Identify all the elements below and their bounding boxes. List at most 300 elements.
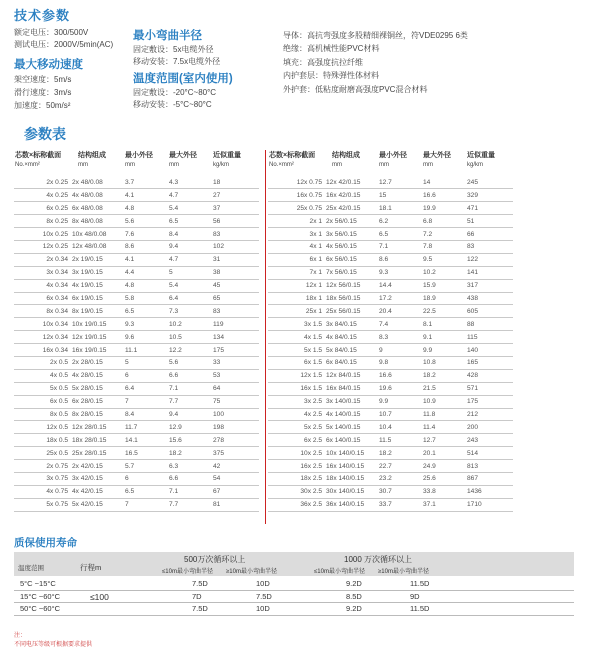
cores-cell: 12x 0.34 — [14, 331, 72, 344]
tech-params-title: 技术参数 — [14, 8, 71, 23]
table-row — [268, 421, 513, 434]
weight-cell: 134 — [212, 331, 259, 344]
cores-cell: 4x 0.5 — [14, 369, 72, 382]
cores-cell: 2x 1 — [268, 215, 326, 228]
max-od-cell: 37.1 — [422, 498, 466, 511]
temp-range-title: 温度范围(室内使用) — [133, 73, 233, 85]
cores-cell: 12x 0.75 — [268, 176, 326, 189]
max-od-cell: 9.4 — [168, 408, 212, 421]
cores-cell: 4x 2.5 — [268, 408, 326, 421]
cores-cell: 10x 0.34 — [14, 318, 72, 331]
max-od-cell: 7.7 — [168, 395, 212, 408]
weight-cell: 813 — [466, 460, 513, 473]
weight-cell: 438 — [466, 292, 513, 305]
life-value-cell: 8.5D — [346, 591, 362, 601]
structure-cell: 16x 140/0.15 — [326, 460, 378, 473]
structure-cell: 6x 28/0.15 — [72, 395, 124, 408]
cores-cell: 25x 0.5 — [14, 447, 72, 460]
frame-speed: 架空速度：5m/s — [14, 75, 72, 84]
max-od-cell: 12.9 — [168, 421, 212, 434]
cores-cell: 16x 1.5 — [268, 382, 326, 395]
weight-cell: 122 — [466, 253, 513, 266]
max-od-cell: 10.8 — [422, 356, 466, 369]
table-row — [14, 202, 259, 215]
max-od-cell: 18.9 — [422, 292, 466, 305]
weight-cell: 27 — [212, 189, 259, 202]
min-od-cell: 9.8 — [378, 356, 422, 369]
max-od-cell: 5.4 — [168, 279, 212, 292]
min-od-cell: 10.7 — [378, 408, 422, 421]
max-od-cell: 6.4 — [168, 292, 212, 305]
min-od-cell: 18.1 — [378, 202, 422, 215]
slide-speed: 滑行速度：3m/s — [14, 88, 72, 97]
structure-cell: 6x 48/0.08 — [72, 202, 124, 215]
filler-spec: 填充：高强度抗拉纤维 — [283, 58, 363, 67]
min-od-cell: 7.1 — [378, 240, 422, 253]
test-voltage: 测试电压：2000V/5min(AC) — [14, 40, 114, 49]
min-od-cell: 6.5 — [124, 485, 168, 498]
weight-cell: 45 — [212, 279, 259, 292]
cores-cell: 6x 2.5 — [268, 434, 326, 447]
table-row — [268, 395, 513, 408]
table-row — [268, 292, 513, 305]
min-od-cell: 19.6 — [378, 382, 422, 395]
table-row — [14, 228, 259, 241]
structure-cell: 4x 56/0.15 — [326, 240, 378, 253]
max-od-cell: 18.2 — [422, 369, 466, 382]
min-od-cell: 6 — [124, 369, 168, 382]
cores-cell: 4x 0.75 — [14, 485, 72, 498]
structure-cell: 12x 42/0.15 — [326, 176, 378, 189]
structure-cell: 2x 19/0.15 — [72, 253, 124, 266]
sub-min-radius-1: ≤10m最小弯曲半径 — [162, 569, 213, 575]
cores-cell: 8x 0.5 — [14, 408, 72, 421]
table-row — [14, 279, 259, 292]
min-od-cell: 18.2 — [378, 447, 422, 460]
weight-cell: 212 — [466, 408, 513, 421]
min-od-cell: 11.5 — [378, 434, 422, 447]
max-od-cell: 10.9 — [422, 395, 466, 408]
max-od-cell: 10.5 — [168, 331, 212, 344]
structure-cell: 10x 19/0.15 — [72, 318, 124, 331]
structure-cell: 4x 48/0.08 — [72, 189, 124, 202]
min-od-cell: 7.6 — [124, 228, 168, 241]
structure-cell: 16x 19/0.15 — [72, 344, 124, 357]
weight-cell: 428 — [466, 369, 513, 382]
weight-cell: 514 — [466, 447, 513, 460]
life-value-cell: 11.5D — [410, 579, 430, 588]
col-weight: 近似重量 kg/km — [213, 152, 241, 168]
min-od-cell: 11.1 — [124, 344, 168, 357]
structure-cell: 4x 140/0.15 — [326, 408, 378, 421]
min-od-cell: 3.7 — [124, 176, 168, 189]
structure-cell: 3x 56/0.15 — [326, 228, 378, 241]
outer-sheath-spec: 外护套：低粘度耐磨高强度PVC混合材料 — [283, 85, 428, 94]
max-od-cell: 7.8 — [422, 240, 466, 253]
params-table-right — [268, 152, 513, 512]
min-od-cell: 5.8 — [124, 292, 168, 305]
weight-cell: 18 — [212, 176, 259, 189]
col-structure: 结构组成 mm — [78, 152, 106, 168]
weight-cell: 102 — [212, 240, 259, 253]
min-od-cell: 4.8 — [124, 202, 168, 215]
cores-cell: 2x 0.75 — [14, 460, 72, 473]
bend-radius-title: 最小弯曲半径 — [133, 30, 202, 42]
max-speed-title: 最大移动速度 — [14, 59, 83, 71]
table-row — [268, 266, 513, 279]
table-row — [268, 189, 513, 202]
table-row — [14, 305, 259, 318]
weight-cell: 119 — [212, 318, 259, 331]
weight-cell: 66 — [466, 228, 513, 241]
cores-cell: 4x 0.25 — [14, 189, 72, 202]
max-od-cell: 4.7 — [168, 189, 212, 202]
cores-cell: 3x 1.5 — [268, 318, 326, 331]
structure-cell: 30x 140/0.15 — [326, 485, 378, 498]
max-od-cell: 7.7 — [168, 498, 212, 511]
structure-cell: 4x 84/0.15 — [326, 331, 378, 344]
min-od-cell: 6.5 — [124, 305, 168, 318]
table-row — [14, 344, 259, 357]
max-od-cell: 6.6 — [168, 472, 212, 485]
structure-cell: 18x 140/0.15 — [326, 472, 378, 485]
cycle-500w-header: 500万次循环以上 — [184, 555, 246, 564]
table-row — [268, 305, 513, 318]
weight-cell: 329 — [466, 189, 513, 202]
max-od-cell: 9.9 — [422, 344, 466, 357]
min-od-cell: 20.4 — [378, 305, 422, 318]
table-row — [14, 331, 259, 344]
cores-cell: 5x 1.5 — [268, 344, 326, 357]
weight-cell: 83 — [212, 228, 259, 241]
max-od-cell: 6.3 — [168, 460, 212, 473]
structure-cell: 2x 56/0.15 — [326, 215, 378, 228]
structure-cell: 4x 19/0.15 — [72, 279, 124, 292]
min-od-cell: 12.7 — [378, 176, 422, 189]
weight-cell: 115 — [466, 331, 513, 344]
max-od-cell: 10.2 — [422, 266, 466, 279]
life-temp-cell: 50°C ~60°C — [20, 604, 60, 613]
table-row — [268, 176, 513, 189]
cores-cell: 30x 2.5 — [268, 485, 326, 498]
life-value-cell: 10D — [256, 604, 270, 613]
min-od-cell: 9.3 — [124, 318, 168, 331]
table-row — [14, 447, 259, 460]
table-row — [268, 460, 513, 473]
col-min-od: 最小外径 mm — [379, 152, 407, 168]
weight-cell: 100 — [212, 408, 259, 421]
cores-cell: 6x 1.5 — [268, 356, 326, 369]
weight-cell: 64 — [212, 382, 259, 395]
life-value-cell: 11.5D — [410, 604, 430, 613]
table-row — [268, 202, 513, 215]
params-table-title: 参数表 — [24, 126, 66, 142]
max-od-cell: 11.4 — [422, 421, 466, 434]
table-row — [14, 498, 259, 511]
acceleration: 加速度：50m/s² — [14, 101, 71, 110]
cores-cell: 4x 1.5 — [268, 331, 326, 344]
structure-cell: 3x 84/0.15 — [326, 318, 378, 331]
cores-cell: 7x 1 — [268, 266, 326, 279]
max-od-cell: 9.1 — [422, 331, 466, 344]
max-od-cell: 11.8 — [422, 408, 466, 421]
life-value-cell: 9.2D — [346, 604, 362, 613]
structure-cell: 6x 19/0.15 — [72, 292, 124, 305]
life-table — [14, 552, 574, 616]
min-od-cell: 8.4 — [124, 408, 168, 421]
table-row — [14, 240, 259, 253]
table-row — [14, 253, 259, 266]
min-od-cell: 8.3 — [378, 331, 422, 344]
structure-cell: 10x 140/0.15 — [326, 447, 378, 460]
structure-cell: 25x 42/0.15 — [326, 202, 378, 215]
weight-cell: 278 — [212, 434, 259, 447]
cores-cell: 16x 0.34 — [14, 344, 72, 357]
life-value-cell: 9.2D — [346, 579, 362, 588]
col-max-od: 最大外径 mm — [423, 152, 451, 168]
min-od-cell: 7 — [124, 395, 168, 408]
structure-cell: 6x 140/0.15 — [326, 434, 378, 447]
min-od-cell: 8.6 — [378, 253, 422, 266]
table-row — [14, 266, 259, 279]
life-value-cell: 7.5D — [192, 604, 208, 613]
min-od-cell: 11.7 — [124, 421, 168, 434]
structure-cell: 18x 56/0.15 — [326, 292, 378, 305]
note-text: 不同电压等级可根据要求提供 — [14, 642, 93, 648]
table-row — [268, 331, 513, 344]
weight-cell: 605 — [466, 305, 513, 318]
cores-cell: 25x 1 — [268, 305, 326, 318]
structure-cell: 12x 48/0.08 — [72, 240, 124, 253]
max-od-cell: 8.4 — [168, 228, 212, 241]
cores-cell: 16x 2.5 — [268, 460, 326, 473]
cores-cell: 6x 1 — [268, 253, 326, 266]
life-row-line — [14, 615, 574, 616]
weight-cell: 245 — [466, 176, 513, 189]
min-od-cell: 17.2 — [378, 292, 422, 305]
table-row — [268, 382, 513, 395]
weight-cell: 81 — [212, 498, 259, 511]
table-row — [14, 382, 259, 395]
weight-cell: 175 — [466, 395, 513, 408]
table-row — [14, 189, 259, 202]
structure-cell: 8x 28/0.15 — [72, 408, 124, 421]
weight-cell: 38 — [212, 266, 259, 279]
min-od-cell: 4.1 — [124, 253, 168, 266]
conductor-spec: 导体：高抗弯强度多股精细裸铜丝，符VDE0295 6类 — [283, 31, 468, 40]
structure-cell: 6x 84/0.15 — [326, 356, 378, 369]
cores-cell: 16x 0.75 — [268, 189, 326, 202]
warranty-life-title: 质保使用寿命 — [14, 537, 77, 549]
structure-cell: 18x 28/0.15 — [72, 434, 124, 447]
cores-cell: 5x 2.5 — [268, 421, 326, 434]
table-divider — [265, 150, 266, 524]
min-od-cell: 15 — [378, 189, 422, 202]
structure-cell: 5x 140/0.15 — [326, 421, 378, 434]
weight-cell: 140 — [466, 344, 513, 357]
max-od-cell: 7.2 — [422, 228, 466, 241]
min-od-cell: 14.1 — [124, 434, 168, 447]
max-od-cell: 33.8 — [422, 485, 466, 498]
min-od-cell: 16.6 — [378, 369, 422, 382]
structure-cell: 8x 48/0.08 — [72, 215, 124, 228]
col-weight: 近似重量 kg/km — [467, 152, 495, 168]
cores-cell: 6x 0.25 — [14, 202, 72, 215]
max-od-cell: 6.5 — [168, 215, 212, 228]
cores-cell: 25x 0.75 — [268, 202, 326, 215]
min-od-cell: 14.4 — [378, 279, 422, 292]
weight-cell: 375 — [212, 447, 259, 460]
structure-cell: 25x 56/0.15 — [326, 305, 378, 318]
cores-cell: 3x 1 — [268, 228, 326, 241]
cores-cell: 2x 0.25 — [14, 176, 72, 189]
cores-cell: 6x 0.5 — [14, 395, 72, 408]
fixed-install: 固定敷设：5x电缆外径 — [133, 45, 214, 54]
travel-header: 行程m — [80, 563, 102, 572]
structure-cell: 4x 28/0.15 — [72, 369, 124, 382]
cores-cell: 10x 0.25 — [14, 228, 72, 241]
min-od-cell: 5.7 — [124, 460, 168, 473]
temp-range-header: 温度范围 — [18, 565, 44, 572]
weight-cell: 37 — [212, 202, 259, 215]
weight-cell: 42 — [212, 460, 259, 473]
cores-cell: 6x 0.34 — [14, 292, 72, 305]
table-row — [14, 485, 259, 498]
max-od-cell: 14 — [422, 176, 466, 189]
structure-cell: 12x 84/0.15 — [326, 369, 378, 382]
min-od-cell: 9.3 — [378, 266, 422, 279]
table-row — [268, 408, 513, 421]
min-od-cell: 6.2 — [378, 215, 422, 228]
weight-cell: 83 — [466, 240, 513, 253]
table-row — [268, 228, 513, 241]
structure-cell: 3x 42/0.15 — [72, 472, 124, 485]
table-row — [14, 395, 259, 408]
table-row — [14, 472, 259, 485]
max-od-cell: 5.4 — [168, 202, 212, 215]
structure-cell: 25x 28/0.15 — [72, 447, 124, 460]
max-od-cell: 22.5 — [422, 305, 466, 318]
min-od-cell: 9.6 — [124, 331, 168, 344]
weight-cell: 53 — [212, 369, 259, 382]
min-od-cell: 8.6 — [124, 240, 168, 253]
min-od-cell: 7.4 — [378, 318, 422, 331]
structure-cell: 8x 19/0.15 — [72, 305, 124, 318]
min-od-cell: 4.1 — [124, 189, 168, 202]
min-od-cell: 5 — [124, 356, 168, 369]
life-value-cell: 7.5D — [256, 591, 272, 601]
structure-cell: 10x 48/0.08 — [72, 228, 124, 241]
weight-cell: 471 — [466, 202, 513, 215]
max-od-cell: 5 — [168, 266, 212, 279]
sub-max-radius-2: ≥10m最小弯曲半径 — [378, 569, 429, 575]
structure-cell: 12x 28/0.15 — [72, 421, 124, 434]
weight-cell: 141 — [466, 266, 513, 279]
cores-cell: 12x 1.5 — [268, 369, 326, 382]
col-min-od: 最小外径 mm — [125, 152, 153, 168]
min-od-cell: 23.2 — [378, 472, 422, 485]
mobile-temp: 移动安装：-5°C~80°C — [133, 100, 212, 109]
min-od-cell: 30.7 — [378, 485, 422, 498]
structure-cell: 2x 28/0.15 — [72, 356, 124, 369]
max-od-cell: 15.9 — [422, 279, 466, 292]
col-structure: 结构组成 mm — [332, 152, 360, 168]
structure-cell: 4x 42/0.15 — [72, 485, 124, 498]
structure-cell: 6x 56/0.15 — [326, 253, 378, 266]
structure-cell: 3x 19/0.15 — [72, 266, 124, 279]
col-cores: 芯数×标称截面 No.×mm² — [269, 152, 316, 168]
table-row — [268, 215, 513, 228]
table-row — [268, 356, 513, 369]
max-od-cell: 18.2 — [168, 447, 212, 460]
max-od-cell: 9.4 — [168, 240, 212, 253]
cores-cell: 4x 0.34 — [14, 279, 72, 292]
max-od-cell: 20.1 — [422, 447, 466, 460]
col-cores: 芯数×标称截面 No.×mm² — [15, 152, 62, 168]
table-row — [14, 408, 259, 421]
max-od-cell: 12.2 — [168, 344, 212, 357]
weight-cell: 54 — [212, 472, 259, 485]
min-od-cell: 10.4 — [378, 421, 422, 434]
cores-cell: 5x 0.75 — [14, 498, 72, 511]
weight-cell: 175 — [212, 344, 259, 357]
life-row-line — [14, 602, 574, 603]
max-od-cell: 7.3 — [168, 305, 212, 318]
table-row — [268, 279, 513, 292]
cores-cell: 2x 0.5 — [14, 356, 72, 369]
table-row — [268, 447, 513, 460]
max-od-cell: 8.1 — [422, 318, 466, 331]
cores-cell: 12x 0.5 — [14, 421, 72, 434]
table-row — [14, 460, 259, 473]
max-od-cell: 7.1 — [168, 382, 212, 395]
weight-cell: 1436 — [466, 485, 513, 498]
structure-cell: 3x 140/0.15 — [326, 395, 378, 408]
cores-cell: 8x 0.34 — [14, 305, 72, 318]
min-od-cell: 4.4 — [124, 266, 168, 279]
weight-cell: 165 — [466, 356, 513, 369]
table-row — [14, 215, 259, 228]
table-row — [268, 253, 513, 266]
cores-cell: 10x 2.5 — [268, 447, 326, 460]
min-od-cell: 22.7 — [378, 460, 422, 473]
cores-cell: 12x 1 — [268, 279, 326, 292]
table-row — [268, 369, 513, 382]
min-od-cell: 7 — [124, 498, 168, 511]
life-temp-cell: 15°C ~60°C — [20, 591, 60, 601]
cores-cell: 18x 0.5 — [14, 434, 72, 447]
table-row — [268, 344, 513, 357]
life-temp-cell: 5°C ~15°C — [20, 579, 56, 588]
weight-cell: 65 — [212, 292, 259, 305]
max-od-cell: 12.7 — [422, 434, 466, 447]
weight-cell: 83 — [212, 305, 259, 318]
max-od-cell: 25.6 — [422, 472, 466, 485]
max-od-cell: 4.7 — [168, 253, 212, 266]
cores-cell: 18x 2.5 — [268, 472, 326, 485]
life-row-line — [14, 590, 574, 591]
weight-cell: 33 — [212, 356, 259, 369]
min-od-cell: 6.5 — [378, 228, 422, 241]
table-row — [268, 485, 513, 498]
travel-value: ≤100 — [90, 592, 109, 602]
table-row — [14, 292, 259, 305]
structure-cell: 5x 28/0.15 — [72, 382, 124, 395]
inner-sheath-spec: 内护套层：特殊弹性体材料 — [283, 71, 379, 80]
life-value-cell: 9D — [410, 591, 420, 601]
cores-cell: 36x 2.5 — [268, 498, 326, 511]
max-od-cell: 4.3 — [168, 176, 212, 189]
